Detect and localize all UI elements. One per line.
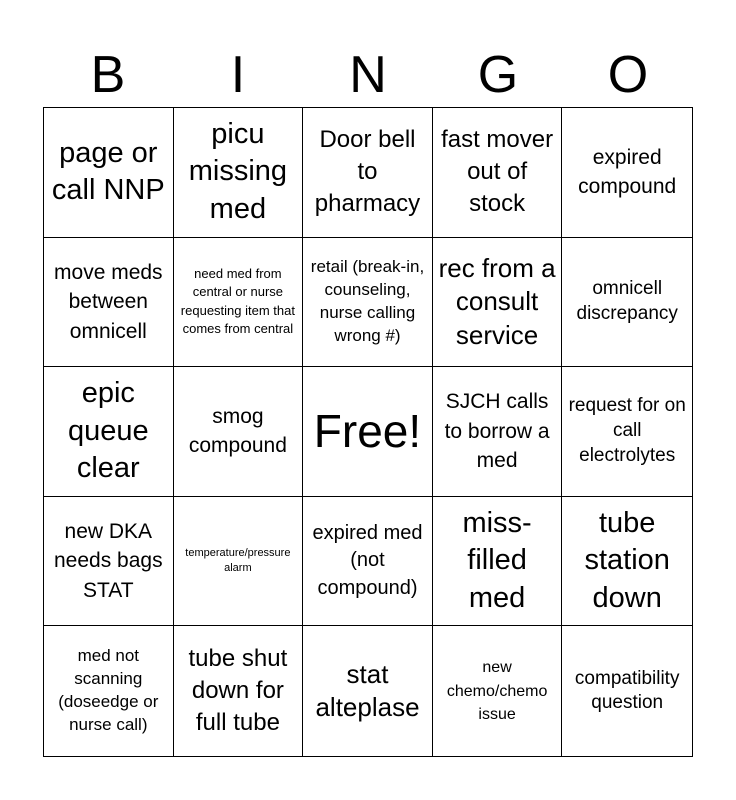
cell-text: SJCH calls to borrow a med [444,390,550,473]
cell-text: med not scanning (doseedge or nurse call) [58,646,159,735]
bingo-header [43,42,693,108]
bingo-cell[interactable] [174,626,304,756]
bingo-cell[interactable] [174,367,304,497]
cell-text: need med from central or nurse requesting item that comes from central [180,265,295,337]
cell-text: stat alteplase [315,658,420,723]
bingo-cell[interactable] [44,497,174,627]
cell-text: fast mover out of stock [441,125,554,218]
cell-text: expired compound [578,145,677,199]
bingo-cell[interactable] [303,238,433,368]
bingo-cell[interactable] [303,497,433,627]
bingo-cell[interactable] [303,626,433,756]
cell-text: epic queue clear [67,376,149,485]
cell-text: Door bell to pharmacy [314,125,421,218]
bingo-cell[interactable] [433,626,563,756]
cell-text: miss-filled med [462,506,532,614]
bingo-cell[interactable] [174,238,304,368]
cell-text: rec from a consult service [438,252,556,350]
cell-text: retail (break-in, counseling, nurse calling wrong #) [310,257,425,345]
cell-text: Free! [313,405,422,458]
bingo-cell[interactable] [562,238,692,368]
cell-text: tube shut down for full tube [188,644,288,737]
bingo-cell[interactable] [433,238,563,368]
cell-text: request for on call electrolytes [568,395,686,466]
bingo-cell[interactable] [562,626,692,756]
bingo-cell[interactable] [562,497,692,627]
bingo-cell[interactable] [44,626,174,756]
cell-text: page or call NNP [51,136,165,207]
header-letter-o: O [607,46,649,104]
bingo-cell[interactable] [174,108,304,238]
cell-text: new chemo/chemo issue [446,659,548,723]
cell-text: picu missing med [188,117,288,226]
bingo-cell[interactable] [562,108,692,238]
cell-text: omnicell discrepancy [576,278,678,324]
bingo-cell[interactable] [433,108,563,238]
bingo-cell[interactable] [44,367,174,497]
cell-text: tube station down [584,506,670,614]
cell-text: expired med (not compound) [312,521,423,599]
cell-text: move meds between omnicell [54,260,163,343]
bingo-cell[interactable] [433,497,563,627]
bingo-cell[interactable] [303,108,433,238]
bingo-grid [43,107,693,757]
bingo-cell[interactable] [44,238,174,368]
bingo-cell[interactable] [44,108,174,238]
bingo-cell[interactable] [433,367,563,497]
free-space[interactable] [303,367,433,497]
cell-text: compatibility question [574,667,680,714]
cell-text: new DKA needs bags STAT [54,520,163,602]
bingo-cell[interactable] [562,367,692,497]
header-letter-g: G [477,46,519,104]
cell-text: temperature/pressure alarm [185,546,291,575]
header-letter-b: B [90,46,126,104]
bingo-cell[interactable] [174,497,304,627]
header-letter-n: N [349,46,387,104]
header-letter-i: I [230,46,246,104]
cell-text: smog compound [188,405,287,458]
